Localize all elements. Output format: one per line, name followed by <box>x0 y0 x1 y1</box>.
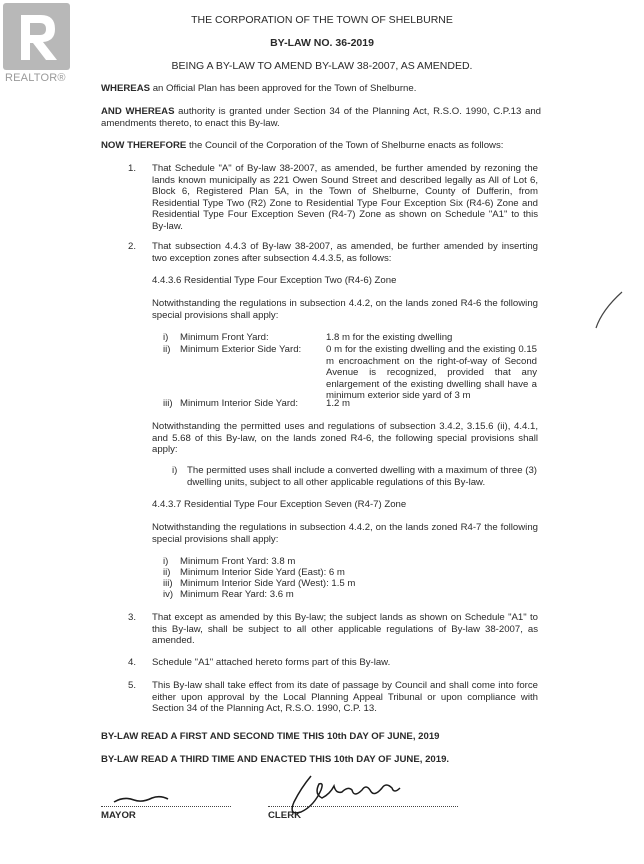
provision-label: Minimum Exterior Side Yard: <box>180 344 302 355</box>
provision-value: 0 m for the existing dwelling and the existing 0.15 m encroachment on the right-of-way of Second Avenue is recognized, provided that any enlargement of the existing dwelling shall have a minimum exterior side yard of 3 m <box>326 344 537 401</box>
item-3-text: That except as amended by this By-law; the subject lands as shown on Schedule "A1" to this By-law, shall be subject to all other applicable regulations of By-law 38-2007, as amended. <box>152 612 538 646</box>
item-2-text: That subsection 4.4.3 of By-law 38-2007, as amended, be further amended by inserting two exception zones after subsection 4.4.3.5, as follows: <box>152 241 538 264</box>
pen-mark-icon <box>594 290 624 330</box>
provision-label: Minimum Front Yard: <box>180 332 269 343</box>
mayor-label: MAYOR <box>101 810 136 821</box>
item-number: 1. <box>128 163 137 174</box>
clerk-label: CLERK <box>268 810 302 821</box>
zone-r4-6-title: 4.4.3.6 Residential Type Four Exception Two (R4-6) Zone <box>152 275 397 286</box>
now-therefore-clause: NOW THEREFORE the Council of the Corporation of the Town of Shelburne enacts as follows: <box>101 140 504 151</box>
corporation-title: THE CORPORATION OF THE TOWN OF SHELBURNE <box>191 14 453 26</box>
provision-text: Minimum Interior Side Yard (West): 1.5 m <box>180 578 356 589</box>
provision-number: ii) <box>163 344 171 355</box>
provision-number: i) <box>163 332 169 343</box>
zone-r4-6-uses-intro: Notwithstanding the permitted uses and regulations of subsection 3.4.2, 3.15.6 (ii), 4.4.1, and 5.68 of this By-law, on the lands zoned R4-6, the following special provisions shall apply: <box>152 421 538 455</box>
bylaw-number: BY-LAW NO. 36-2019 <box>270 37 374 49</box>
zone-r4-6-use: The permitted uses shall include a converted dwelling with a maximum of three (3) dwelling units, subject to all other applicable regulations of this By-law. <box>187 465 537 488</box>
signatures-graphic <box>96 768 456 828</box>
item-4-text: Schedule "A1" attached hereto forms part of this By-law. <box>152 657 391 668</box>
provision-text: Minimum Rear Yard: 3.6 m <box>180 589 294 600</box>
realtor-text: REALTOR® <box>5 72 66 84</box>
provision-number: iii) <box>163 398 173 409</box>
item-number: 5. <box>128 680 137 691</box>
provision-value: 1.8 m for the existing dwelling <box>326 332 453 343</box>
provision-number: ii) <box>163 567 171 578</box>
provision-number: i) <box>163 556 169 567</box>
provision-value: 1.2 m <box>326 398 350 409</box>
third-reading: BY-LAW READ A THIRD TIME AND ENACTED THIS 10th DAY OF JUNE, 2019. <box>101 754 450 765</box>
provision-text: Minimum Interior Side Yard (East): 6 m <box>180 567 345 578</box>
zone-r4-7-title: 4.4.3.7 Residential Type Four Exception Seven (R4-7) Zone <box>152 499 407 510</box>
clerk-signature <box>292 776 400 813</box>
whereas-clause: WHEREAS an Official Plan has been approved for the Town of Shelburne. <box>101 83 417 94</box>
item-number: 3. <box>128 612 137 623</box>
provision-number: i) <box>172 465 178 476</box>
zone-r4-6-intro: Notwithstanding the regulations in subsection 4.4.2, on the lands zoned R4-6 the following special provisions shall apply: <box>152 298 538 321</box>
and-whereas-clause: AND WHEREAS authority is granted under Section 34 of the Planning Act, R.S.O. 1990, C.P.13 and amendments thereto, to enact this By-law. <box>101 106 541 129</box>
item-number: 4. <box>128 657 137 668</box>
provision-number: iv) <box>163 589 174 600</box>
provision-number: iii) <box>163 578 173 589</box>
first-second-reading: BY-LAW READ A FIRST AND SECOND TIME THIS 10th DAY OF JUNE, 2019 <box>101 731 440 742</box>
item-1-text: That Schedule "A" of By-law 38-2007, as amended, be further amended by rezoning the lands known municipally as 221 Owen Sound Street and described legally as All of Lot 6, Block 6, Registered Plan 5A, in the Town of Shelburne, County of Dufferin, from Residential Type Two (R2) Zone to Residential Type Four Exception Six (R4-6) Zone and Residential Type Four Exception Seven (R4-7) Zone as shown on Schedule "A1" to this By-law. <box>152 163 538 232</box>
bylaw-subject: BEING A BY-LAW TO AMEND BY-LAW 38-2007, AS AMENDED. <box>171 60 473 72</box>
zone-r4-7-intro: Notwithstanding the regulations in subsection 4.4.2, on the lands zoned R4-7 the following special provisions shall apply: <box>152 522 538 545</box>
provision-text: Minimum Front Yard: 3.8 m <box>180 556 296 567</box>
provision-label: Minimum Interior Side Yard: <box>180 398 299 409</box>
item-5-text: This By-law shall take effect from its date of passage by Council and shall come into force either upon approval by the Local Planning Appeal Tribunal or upon compliance with Section 34 of the Planning Act, R.S.O. 1990, C.P. 13. <box>152 680 538 714</box>
item-number: 2. <box>128 241 137 252</box>
mayor-signature <box>114 797 168 802</box>
